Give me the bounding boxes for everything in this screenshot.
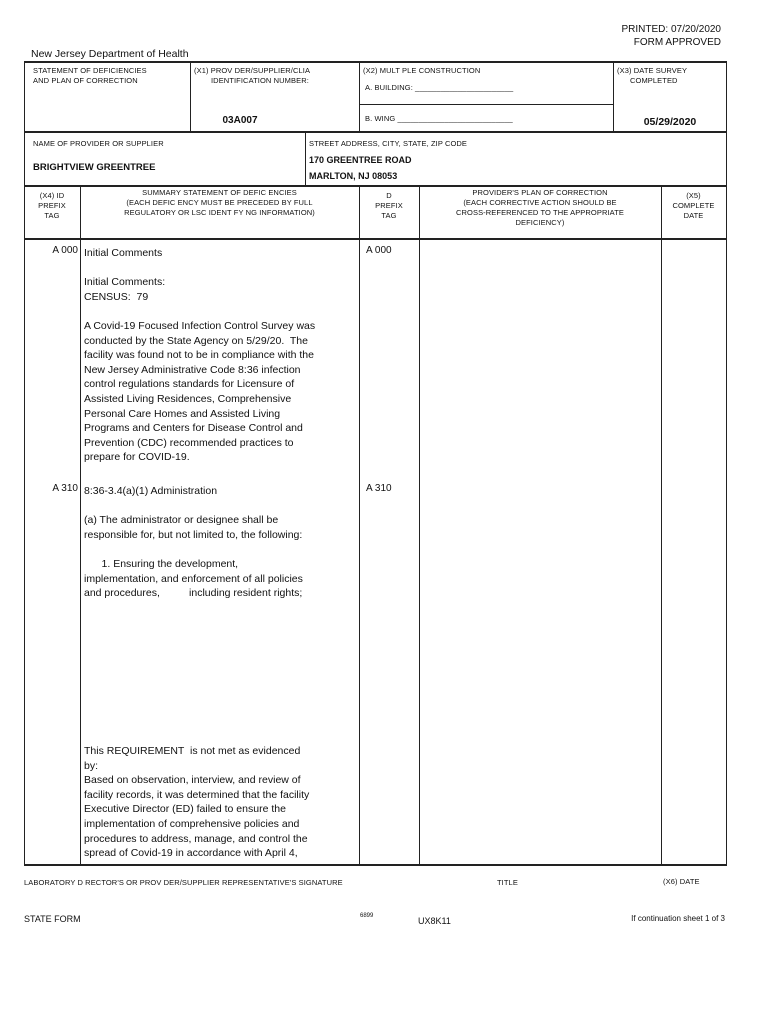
provider-name: BRIGHTVIEW GREENTREE <box>33 162 156 173</box>
continuation-sheet: If continuation sheet 1 of 3 <box>631 914 725 923</box>
multiple-construction-label: (X2) MULT PLE CONSTRUCTION <box>363 66 481 75</box>
provider-name-label: NAME OF PROVIDER OR SUPPLIER <box>33 139 164 148</box>
survey-date-value: 05/29/2020 <box>643 116 697 128</box>
entry-a310-finding: This REQUIREMENT is not met as evidenced by: Based on observation, interview, and review of facility records, it was determined that the facility Executive Director (ED) failed to ensure the implementation of comprehensive policies and procedures to address, manage, and control the spread of Covid-19 in accordance with April 4, <box>84 745 310 860</box>
wing-field[interactable]: B. WING ___________________________ <box>365 114 513 123</box>
x4-header: (X4) ID PREFIX TAG <box>38 191 66 220</box>
date-label: (X6) DATE <box>663 877 700 886</box>
tag-a310-left: A 310 <box>52 483 78 494</box>
statement-label: STATEMENT OF DEFICIENCIES AND PLAN OF CORRECTION <box>33 66 147 85</box>
x1-label: (X1) PROV DER/SUPPLIER/CLIA IDENTIFICATION NUMBER: <box>194 66 311 85</box>
survey-date-label: (X3) DATE SURVEY COMPLETED <box>617 66 688 85</box>
department-title: New Jersey Department of Health <box>31 48 189 60</box>
plan-header: PROVIDER'S PLAN OF CORRECTION (EACH CORRECTIVE ACTION SHOULD BE CROSS-REFERENCED TO THE APPROPRIATE DEFICIENCY) <box>456 188 624 227</box>
tag-a000-left: A 000 <box>52 245 78 256</box>
form-number: 6899 <box>360 913 374 919</box>
state-form-label: STATE FORM <box>24 914 81 924</box>
entry-a000-text: Initial Comments Initial Comments: CENSUS: 79 A Covid-19 Focused Infection Control Survey was conducted by the State Agency on 5/29/20. The facility was found not to be in compliance with the New Jersey Administrative Code 8:36 infection control regulations standards for Licensure of Assisted Living Residences, Comprehensive Personal Care Homes and Assisted Living Programs and Centers for Disease Control and Prevention (CDC) recommended practices to prepare for COVID-19. <box>84 247 316 464</box>
tag-a000-right: A 000 <box>366 245 392 256</box>
building-field[interactable]: A. BUILDING: _______________________ <box>365 83 514 92</box>
title-label: TITLE <box>497 878 518 887</box>
address-line1: 170 GREENTREE ROAD <box>309 155 412 165</box>
signature-label: LABORATORY D RECTOR'S OR PROV DER/SUPPLIER REPRESENTATIVE'S SIGNATURE <box>24 878 343 887</box>
event-id: UX8K11 <box>418 916 451 926</box>
printed-date: PRINTED: 07/20/2020 <box>621 24 721 35</box>
id-prefix-header: D PREFIX TAG <box>375 191 403 220</box>
tag-a310-right: A 310 <box>366 483 392 494</box>
address-label: STREET ADDRESS, CITY, STATE, ZIP CODE <box>309 139 468 148</box>
form-approved: FORM APPROVED <box>633 37 721 48</box>
entry-a310-text: 8:36-3.4(a)(1) Administration (a) The administrator or designee shall be responsible for, but not limited to, the following: 1. Ensuring the development, implementation, and enforcement of all policies and procedures, including resident rights; <box>84 485 303 600</box>
summary-header: SUMMARY STATEMENT OF DEFIC ENCIES (EACH DEFIC ENCY MUST BE PRECEDED BY FULL REGULATORY OR LSC IDENT FY NG INFORMATION) <box>124 188 315 217</box>
x5-header: (X5) COMPLETE DATE <box>672 191 715 220</box>
address-line2: MARLTON, NJ 08053 <box>309 171 398 181</box>
provider-id-number: 03A007 <box>222 115 258 126</box>
